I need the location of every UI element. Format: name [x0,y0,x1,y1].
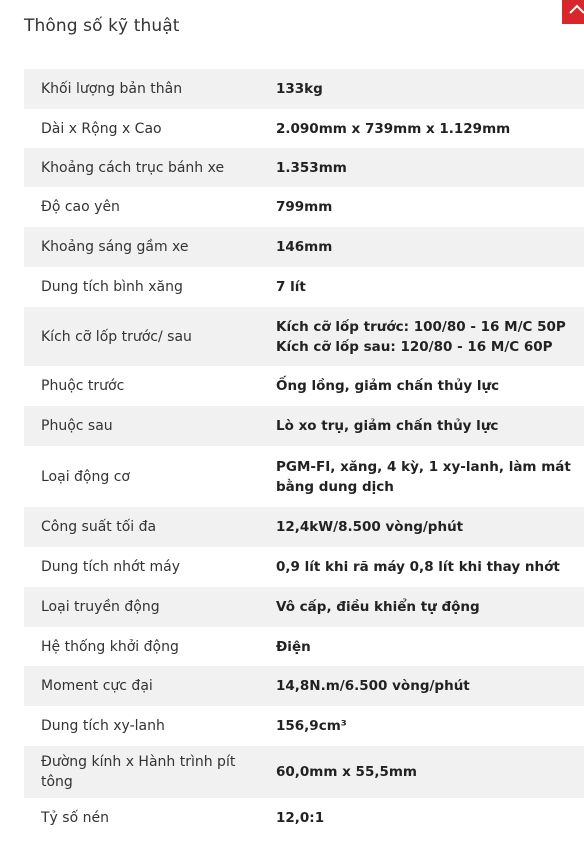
spec-label: Tỷ số nén [41,810,109,826]
spec-label: Dung tích bình xăng [41,279,183,295]
spec-label: Dung tích xy-lanh [41,718,165,734]
spec-value: 2.090mm x 739mm x 1.129mm [276,120,511,137]
spec-label: Moment cực đại [24,666,276,706]
spec-label: Loại động cơ [41,468,130,485]
spec-row [24,267,584,307]
spec-value: Kích cỡ lốp trước: 100/80 - 16 M/C 50P Kích cỡ lốp sau: 120/80 - 16 M/C 60P [276,307,584,366]
spec-row [24,587,584,627]
spec-row [24,406,584,446]
spec-row [24,307,584,366]
spec-label: Kích cỡ lốp trước/ sau [24,307,276,366]
spec-value: Vô cấp, điều khiển tự động [276,587,584,627]
spec-label: Công suất tối đa [24,507,276,547]
spec-label: Phuộc sau [24,406,276,446]
spec-row [24,746,584,798]
spec-row [24,148,584,187]
spec-value: 12,4kW/8.500 vòng/phút [276,507,584,547]
spec-row [24,227,584,267]
spec-label: Độ cao yên [41,199,120,215]
spec-row [24,69,584,109]
spec-row [24,187,584,227]
spec-row [24,446,584,507]
spec-row [24,109,584,148]
spec-value: 1.353mm [276,148,584,187]
spec-row [24,547,584,587]
spec-value: 146mm [276,227,584,267]
spec-label: Phuộc trước [41,378,125,394]
spec-value: 7 lít [276,279,306,295]
spec-value: Lò xo trụ, giảm chấn thủy lực [276,406,584,446]
spec-label: Loại truyền động [24,587,276,627]
spec-label: Khối lượng bản thân [24,69,276,109]
spec-value: 14,8N.m/6.500 vòng/phút [276,666,584,706]
spec-value: Điện [276,638,311,655]
spec-value: 60,0mm x 55,5mm [276,746,584,798]
spec-label: Dung tích nhớt máy [41,559,181,575]
spec-row [24,627,584,666]
spec-value: 12,0:1 [276,810,325,826]
spec-label: Dài x Rộng x Cao [41,120,162,137]
spec-value: 799mm [276,199,333,215]
spec-label: Khoảng sáng gầm xe [24,227,276,267]
spec-label: Khoảng cách trục bánh xe [24,148,276,187]
spec-value: 156,9cm³ [276,718,347,734]
spec-value: Ống lồng, giảm chấn thủy lực [276,378,500,394]
spec-value: 133kg [276,69,584,109]
spec-value: 0,9 lít khi rã máy 0,8 lít khi thay nhớt [276,559,560,575]
spec-value: PGM-FI, xăng, 4 kỳ, 1 xy-lanh, làm mát bằng dung dịch [276,458,571,495]
scroll-to-top-button[interactable] [562,0,584,24]
spec-row [24,366,584,406]
spec-table [24,69,584,838]
spec-label: Hệ thống khởi động [41,638,179,655]
spec-row [24,666,584,706]
arrow-up-icon [568,2,584,14]
spec-row [24,798,584,838]
spec-label: Đường kính x Hành trình pít tông [24,746,276,798]
page-title: Thông số kỹ thuật [24,16,180,36]
spec-row [24,507,584,547]
spec-row [24,706,584,746]
